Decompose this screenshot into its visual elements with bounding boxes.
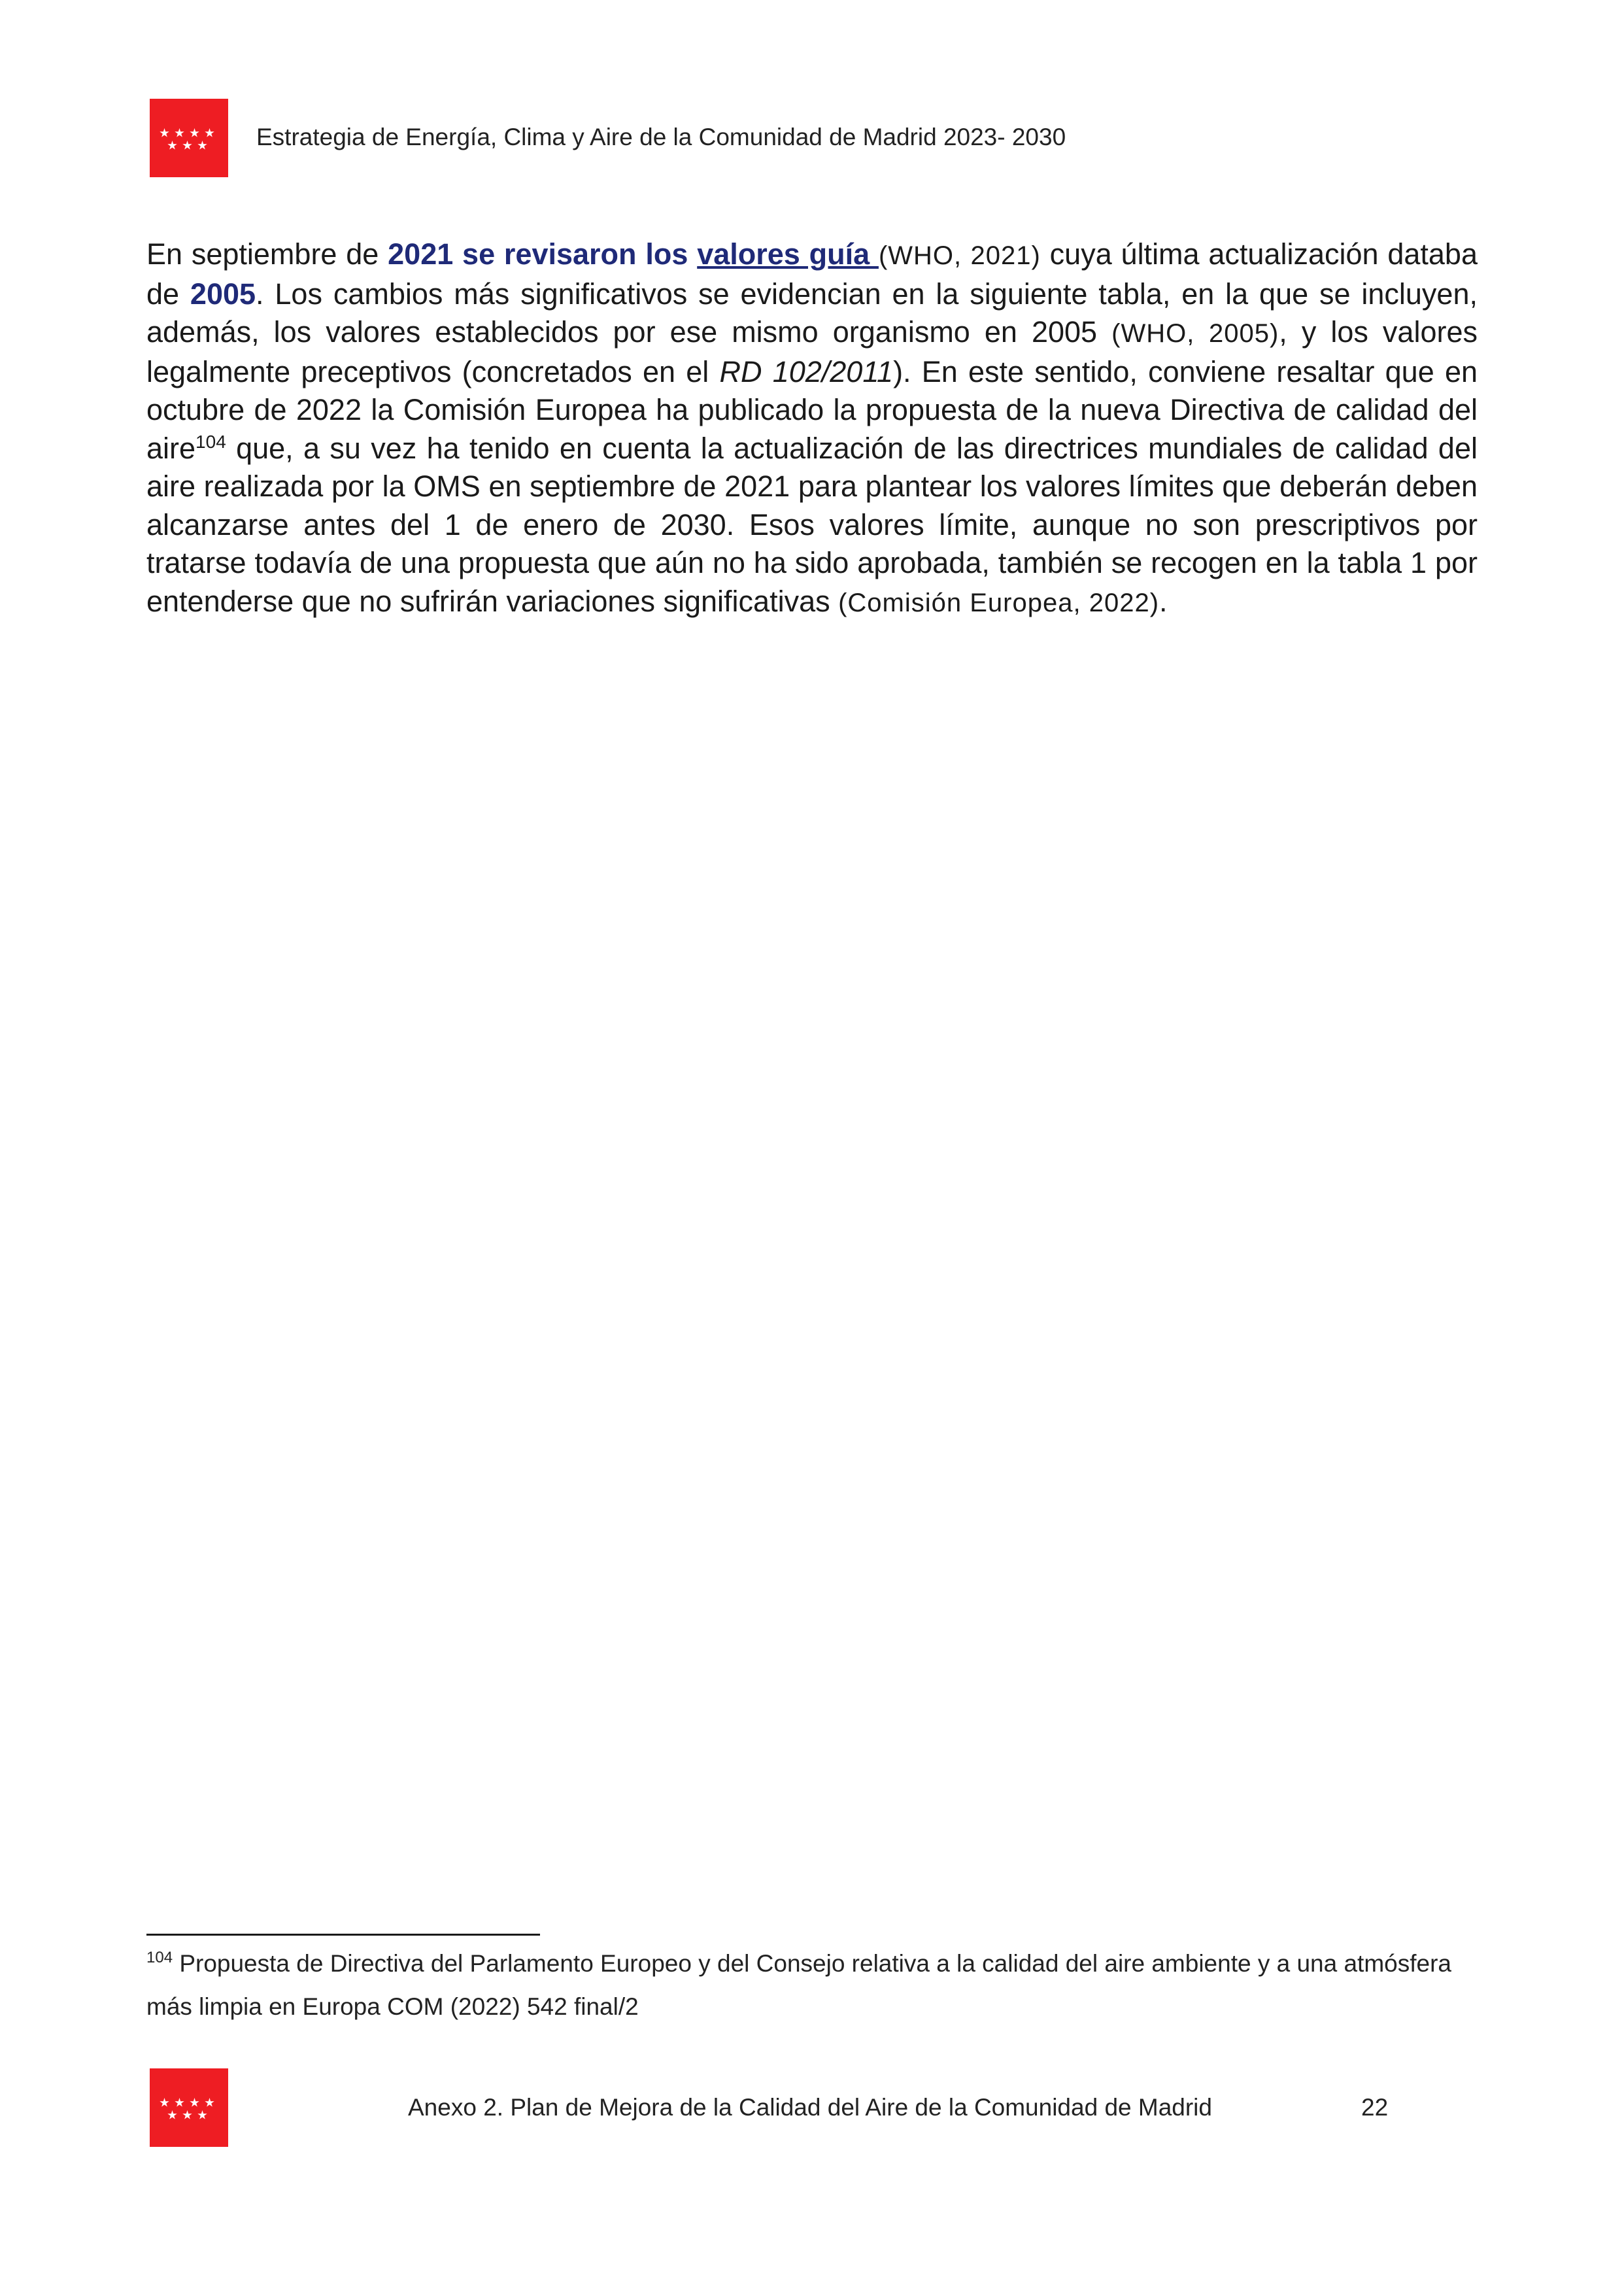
footnote (146, 1942, 1478, 2029)
star-icon (197, 2110, 207, 2120)
rd-reference: RD 102/2011 (719, 354, 894, 388)
text-run: ). En este sentido, conviene resaltar que en octubre de 2022 la Comisión Europea ha publicado la propuesta de la nueva Directiva de calidad del aire (146, 354, 1478, 465)
text-run: En septiembre de (146, 237, 388, 271)
text-run: que, a su vez ha tenido en cuenta la actualización de las directrices mundiales de calidad del aire realizada por la OMS en septiembre de 2021 para plantear los valores límites que deberán deben alcanzarse antes del 1 de enero de 2030. Esos valores límite, aunque no son prescriptivos por tratarse todavía de una propuesta que aún no ha sido aprobada, también se recogen en la tabla 1 por entenderse que no sufrirán variaciones significativas (146, 431, 1478, 618)
citation-who-2005: (WHO, 2005) (1111, 319, 1279, 348)
star-icon (190, 2098, 199, 2108)
text-run: . Los cambios más significativos se evidencian en la siguiente tabla, en la que se incluyen, además, los valores establecidos por ese mismo organismo en 2005 (146, 277, 1478, 349)
star-icon (197, 141, 207, 150)
star-icon (160, 128, 169, 138)
star-icon (182, 141, 192, 150)
madrid-logo (150, 2068, 228, 2147)
footnote-number: 104 (146, 1949, 173, 1966)
header-title: Estrategia de Energía, Clima y Aire de la Comunidad de Madrid 2023- 2030 (256, 124, 1066, 150)
footer-title: Anexo 2. Plan de Mejora de la Calidad del Aire de la Comunidad de Madrid (408, 2094, 1212, 2121)
footnote-divider (146, 1934, 540, 1936)
footnote-text: Propuesta de Directiva del Parlamento Europeo y del Consejo relativa a la calidad del aire ambiente y a una atmósfera más limpia en Europa COM (2022) 542 final/2 (146, 1950, 1451, 2020)
text-run: . (1159, 584, 1168, 618)
star-icon (167, 141, 177, 150)
star-icon (175, 128, 184, 138)
highlight-year: 2021 se revisaron los (388, 237, 698, 271)
valores-guia-link[interactable]: valores guía (697, 237, 879, 271)
star-icon (190, 128, 199, 138)
citation-who-2021: (WHO, 2021) (878, 241, 1041, 270)
page-number: 22 (1361, 2094, 1389, 2121)
star-icon (175, 2098, 184, 2108)
star-icon (205, 128, 214, 138)
star-icon (160, 2098, 169, 2108)
body-paragraph (146, 235, 1478, 622)
star-icon (167, 2110, 177, 2120)
text-run: , y los valores legalmente preceptivos (concretados en el (146, 315, 1478, 388)
text-run: cuya última actualización databa de (146, 237, 1478, 311)
star-icon (205, 2098, 214, 2108)
citation-comision-2022: (Comisión Europea, 2022) (838, 588, 1160, 617)
highlight-year: 2005 (190, 277, 256, 311)
madrid-logo (150, 99, 228, 177)
footnote-ref[interactable]: 104 (195, 431, 226, 452)
star-icon (182, 2110, 192, 2120)
